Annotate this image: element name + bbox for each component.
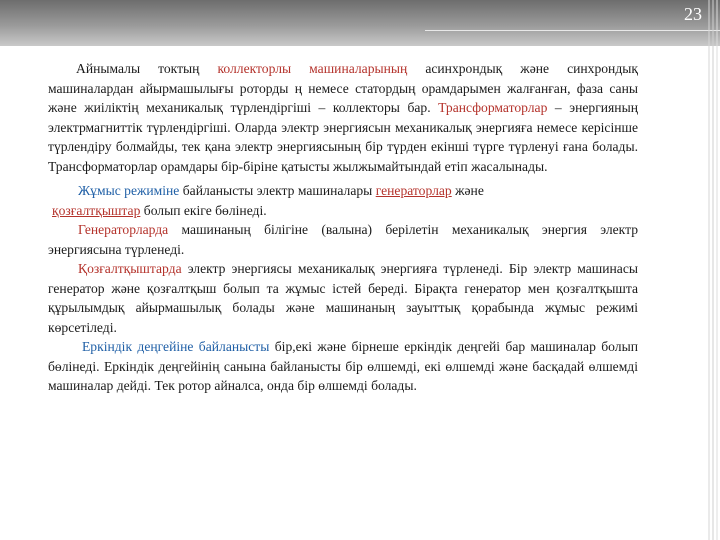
p3-text-b: машинаның білігіне (валына) берілетін механикалық энергия электр энергиясына түрленеді. bbox=[48, 222, 638, 257]
term-operating-mode: Жұмыс режиміне bbox=[78, 183, 180, 198]
p1-text-a: Айнымалы токтың bbox=[76, 61, 218, 76]
term-transformers: Трансформаторлар bbox=[438, 100, 548, 115]
p4-text-b: электр энергиясы механикалық энергияға түрленеді. Бір электр машинасы генератор және қозғалтқыш болып та жұмыс істей береді. Бірақта генератор мен қозғалтқышта құрылымдық айырмашылық болады және машинаның зауыттық қорабында жұмыс режимі көрсетіледі. bbox=[48, 261, 638, 335]
header-divider bbox=[425, 30, 720, 31]
p1-text-c: асинхрондық және синхрондық машиналардан айырмашылығы роторды ң немесе статордың орамдарымен жалғанған, фаза саны және жиіліктің механикалық түрлендіргіші – коллекторы бар. bbox=[48, 61, 638, 115]
paragraph-degrees-of-freedom bbox=[48, 337, 638, 396]
p2-text-b: байланысты электр машиналары bbox=[179, 183, 376, 198]
decorative-side-lines bbox=[706, 0, 720, 540]
p1-text-e: – энергияның электрмагниттік түрлендіргіші. Оларда электр энергиясын механикалық энергияға немесе керісінше түрлендіру болмайды, тек қана электр энергиясының бір түрден екінші түрге түрленуі ғана болады. Трансформаторлар орамдары бір-біріне қатысты жылжымайтындай етіп жасалынады. bbox=[48, 100, 638, 174]
term-collector-machines: коллекторлы машиналарының bbox=[217, 61, 408, 76]
term-generators-link: генераторлар bbox=[375, 183, 452, 198]
paragraph-generators bbox=[48, 220, 638, 259]
term-motors-link: қозғалтқыштар bbox=[52, 202, 141, 218]
term-degrees-of-freedom: Еркіндік деңгейіне байланысты bbox=[82, 339, 270, 354]
p5-text-b: бір,екі және бірнеше еркіндік деңгейі бар машиналар болып бөлінеді. Еркіндік деңгейінің санына байланысты бір өлшемді, екі өлшемді және басқадай өлшемді машиналар дейді. Тек ротор айналса, онда бір өлшемді болады. bbox=[48, 339, 638, 393]
paragraph-operating-mode bbox=[48, 181, 638, 220]
paragraph-motors bbox=[48, 259, 638, 337]
slide-body bbox=[48, 59, 638, 396]
p2-text-f: болып екіге бөлінеді. bbox=[140, 202, 267, 218]
slide-number: 23 bbox=[684, 4, 702, 24]
header-band bbox=[0, 0, 720, 46]
term-in-generators: Генераторларда bbox=[78, 222, 169, 237]
p2-text-d: және bbox=[451, 183, 484, 198]
term-in-motors: Қозғалтқыштарда bbox=[78, 261, 182, 276]
paragraph-collector-machines bbox=[48, 59, 638, 176]
